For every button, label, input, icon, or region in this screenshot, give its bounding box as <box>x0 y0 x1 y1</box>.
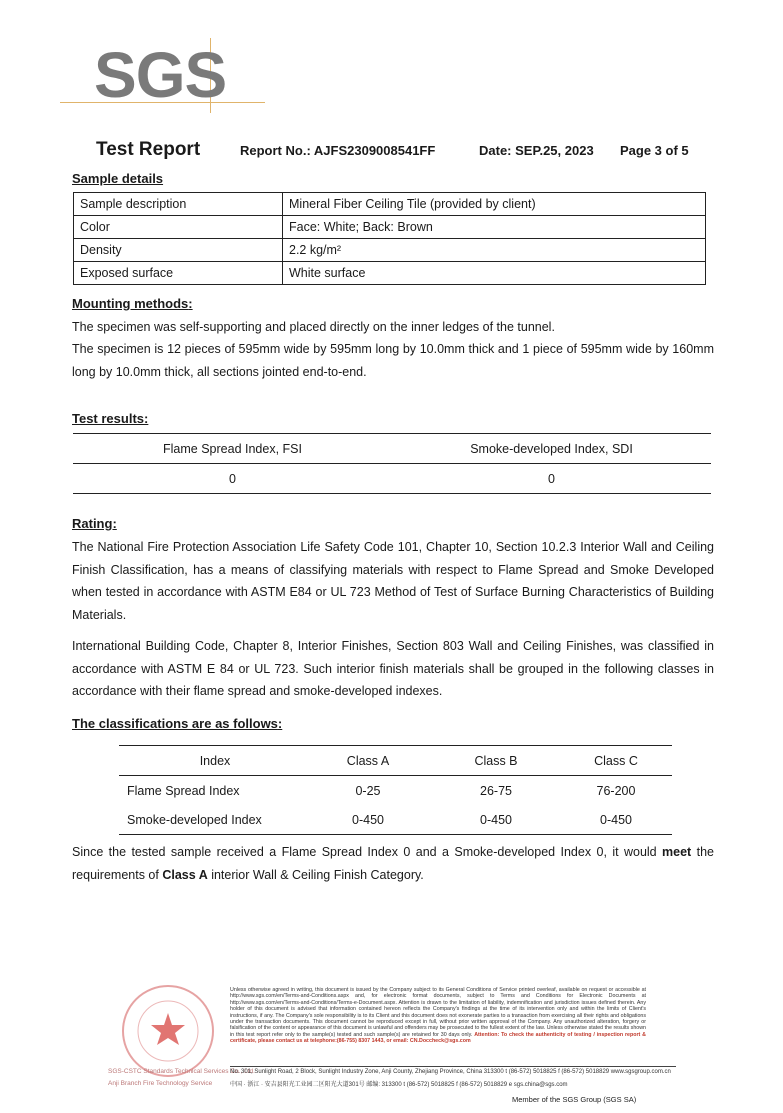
report-date: Date: SEP.25, 2023 <box>479 143 594 158</box>
seal-company-name: SGS-CSTC Standards Technical Services Co., Ltd. <box>108 1068 255 1075</box>
table-cell-label: Exposed surface <box>74 262 283 285</box>
column-header: Class B <box>432 746 560 776</box>
group-membership: Member of the SGS Group (SGS SA) <box>512 1095 637 1104</box>
page-number: Page 3 of 5 <box>620 143 689 158</box>
footer-divider <box>230 1066 676 1067</box>
table-cell-value: 2.2 kg/m² <box>283 239 706 262</box>
classifications-table <box>119 745 672 835</box>
table-cell: 0-450 <box>560 805 672 835</box>
sample-details-table <box>73 192 706 285</box>
table-cell: 0 <box>73 464 392 494</box>
column-header: Smoke-developed Index, SDI <box>392 434 711 464</box>
table-cell-label: Color <box>74 216 283 239</box>
table-cell: 0-25 <box>355 783 381 798</box>
table-row <box>74 239 706 262</box>
address-english: No. 301, Sunlight Road, 2 Block, Sunlight Industry Zone, Anji County, Zhejiang Province, China 313300 t (86-572) 5018825 f (86-572) 5018829 www.sgsgroup.com.cn <box>230 1069 671 1075</box>
classifications-heading: The classifications are as follows: <box>72 716 283 731</box>
table-cell: 0-450 <box>432 805 560 835</box>
table-row <box>119 805 672 835</box>
table-row <box>74 262 706 285</box>
table-cell-value: Face: White; Back: Brown <box>283 216 706 239</box>
company-seal-stamp <box>120 983 216 1079</box>
table-row <box>73 464 711 494</box>
table-row <box>119 776 672 806</box>
sgs-logo <box>60 38 270 116</box>
table-row <box>74 216 706 239</box>
table-cell: 26-75 <box>480 783 512 798</box>
table-cell-value: Mineral Fiber Ceiling Tile (provided by client) <box>283 193 706 216</box>
table-cell: Flame Spread Index <box>127 783 240 798</box>
test-results-heading: Test results: <box>72 411 149 426</box>
table-cell: 76-200 <box>596 783 636 798</box>
seal-branch-name: Anji Branch Fire Technology Service <box>108 1080 213 1087</box>
column-header: Flame Spread Index, FSI <box>73 434 392 464</box>
column-header: Class C <box>560 746 672 776</box>
table-cell-label: Density <box>74 239 283 262</box>
column-header: Class A <box>304 746 432 776</box>
table-cell: Smoke-developed Index <box>119 805 304 835</box>
sample-details-heading: Sample details <box>72 171 164 186</box>
address-chinese: 中国 · 浙江 · 安吉县阳光工业园二区阳光大道301号 邮编: 313300 t (86-572) 5018825 f (86-572) 5018829 e sgs.china@sgs.com <box>230 1082 568 1088</box>
conclusion-paragraph: Since the tested sample received a Flame Spread Index 0 and a Smoke-developed Index 0, it would meet the requirements of Class A interior Wall & Ceiling Finish Category. <box>72 845 714 882</box>
rating-paragraph-1: The National Fire Protection Association Life Safety Code 101, Chapter 10, Section 10.2.3 Interior Wall and Ceiling Finish Classification, has a means of classifying materials with respect to Flame Spread and Smoke Developed when tested in accordance with ASTM E84 or UL 723 Method of Test of Surface Burning Characteristics of Building Materials. <box>72 540 714 622</box>
table-header-row <box>73 434 711 464</box>
table-cell-value: White surface <box>283 262 706 285</box>
authenticity-notice: Attention: To check the authenticity of testing / inspection report & certificate, please contact us at telephone:(86-755) 8307 1443, or email: CN.Doccheck@sgs.com <box>230 1031 646 1045</box>
mounting-heading: Mounting methods: <box>72 296 193 311</box>
rating-paragraph-2: International Building Code, Chapter 8, Interior Finishes, Section 803 Wall and Ceiling Finishes, was classified in accordance with ASTM E 84 or UL 723. Such interior finish materials shall be grouped in the following classes in accordance with their flame spread and smoke-developed indexes. <box>72 639 714 698</box>
rating-heading: Rating: <box>72 516 117 531</box>
legal-disclaimer: Unless otherwise agreed in writing, this document is issued by the Company subject to its General Conditions of Service printed overleaf, available on request or accessible at http://www.sgs.com/en/Terms-and-Conditions.aspx and, for electronic format documents, subject to Terms and Conditions for Electronic Documents at http://www.sgs.com/en/Terms-and-Conditions/Terms-e-Document.aspx. Attention is drawn to the limitation of liability, indemnification and jurisdiction issues defined therein. Any holder of this document is advised that information contained hereon reflects the Company's findings at the time of its intervention only and within the limits of Client's instructions, if any. The Company's sole responsibility is to its Client and this document does not exonerate parties to a transaction from exercising all their rights and obligations under the transaction documents. This document cannot be reproduced except in full, without prior written approval of the Company. Any unauthorized alteration, forgery or falsification of the content or appearance of this document is unlawful and offenders may be prosecuted to the fullest extent of the law. Unless otherwise stated the results shown in this test report refer only to the sample(s) tested and such sample(s) are retained for 30 days only. Attention: To check the authenticity of testing / inspection report & certificate, please contact us at telephone:(86-755) 8307 1443, or email: CN.Doccheck@sgs.com <box>230 987 646 1045</box>
table-cell: 0 <box>392 464 711 494</box>
logo-text: SGS <box>94 39 227 111</box>
report-number: Report No.: AJFS2309008541FF <box>240 143 436 158</box>
table-header-row <box>119 746 672 776</box>
report-title: Test Report <box>96 139 201 160</box>
table-row <box>74 193 706 216</box>
column-header: Index <box>119 746 304 776</box>
table-cell-label: Sample description <box>74 193 283 216</box>
mounting-line-1: The specimen was self-supporting and placed directly on the inner ledges of the tunnel. <box>72 320 555 334</box>
test-results-table <box>73 433 711 494</box>
mounting-line-2: The specimen is 12 pieces of 595mm wide by 595mm long by 10.0mm thick and 1 piece of 595mm wide by 160mm long by 10.0mm thick, all sections jointed end-to-end. <box>72 342 714 379</box>
table-cell: 0-450 <box>304 805 432 835</box>
